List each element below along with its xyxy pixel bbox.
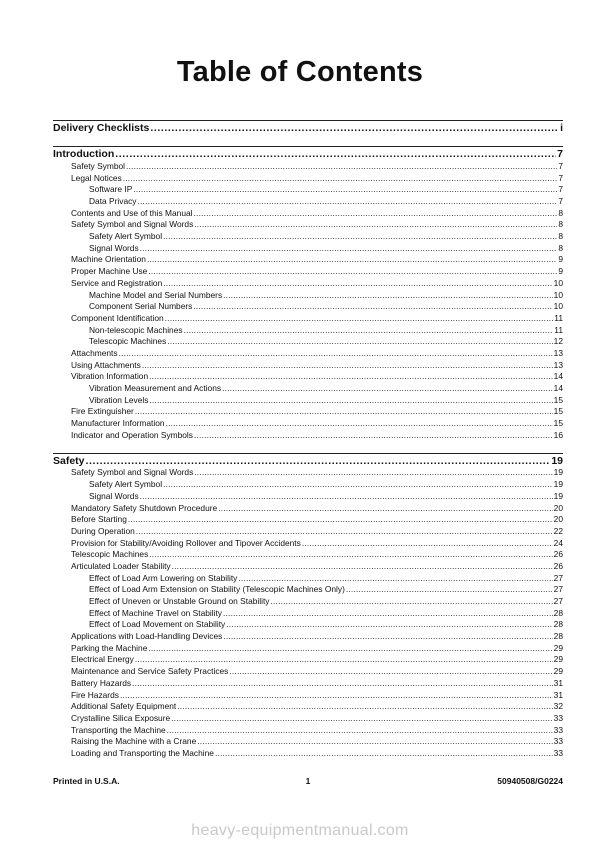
toc-page-number: 13 bbox=[553, 347, 563, 358]
toc-entry-title: Parking the Machine bbox=[71, 642, 148, 653]
toc-entry-title: Vibration Information bbox=[71, 371, 149, 382]
toc-page-number: 7 bbox=[558, 160, 563, 171]
toc-page-number: 27 bbox=[553, 572, 563, 583]
toc-entry-title: Fire Hazards bbox=[71, 689, 119, 700]
dot-leader bbox=[147, 254, 557, 266]
toc-entry-title: Effect of Machine Travel on Stability bbox=[89, 607, 222, 618]
toc-entry-title: Electrical Energy bbox=[71, 654, 134, 665]
toc-page-number: 12 bbox=[553, 336, 563, 347]
dot-leader bbox=[132, 678, 553, 690]
toc-entry[interactable] bbox=[53, 549, 563, 561]
toc-page-number: 22 bbox=[553, 525, 563, 536]
footer-printed-in: Printed in U.S.A. bbox=[53, 776, 120, 786]
toc-entry[interactable] bbox=[53, 538, 563, 550]
toc-page-number: 29 bbox=[553, 642, 563, 653]
dot-leader bbox=[163, 231, 557, 243]
toc-entry-title: Safety Alert Symbol bbox=[89, 231, 163, 242]
toc-page-number: 32 bbox=[553, 701, 563, 712]
toc-section[interactable] bbox=[53, 121, 563, 135]
toc-entry-title: Using Attachments bbox=[71, 359, 141, 370]
toc-entry-title: Service and Registration bbox=[71, 277, 163, 288]
toc-page-number: 28 bbox=[553, 619, 563, 630]
toc-page-number: 9 bbox=[558, 266, 563, 277]
toc-entry[interactable] bbox=[53, 360, 563, 372]
toc-entry-title: Applications with Load-Handling Devices bbox=[71, 631, 223, 642]
dot-leader bbox=[223, 631, 552, 643]
toc-entry-title: Effect of Load Arm Lowering on Stability bbox=[89, 572, 238, 583]
toc-page-number: 8 bbox=[558, 231, 563, 242]
toc-entry-title: Effect of Load Movement on Stability bbox=[89, 619, 226, 630]
dot-leader bbox=[115, 147, 556, 161]
toc-page-number: 16 bbox=[553, 429, 563, 440]
toc-entry-title: Telescopic Machines bbox=[71, 549, 149, 560]
dot-leader bbox=[270, 596, 552, 608]
toc-entry[interactable] bbox=[53, 371, 563, 383]
toc-page-number: 7 bbox=[558, 196, 563, 207]
dot-leader bbox=[167, 336, 552, 348]
toc-entry-title: Before Starting bbox=[71, 514, 127, 525]
footer-page-number: 1 bbox=[305, 776, 311, 786]
toc-page-number: 20 bbox=[553, 514, 563, 525]
toc-page-number: 33 bbox=[553, 712, 563, 723]
toc-page-number: 29 bbox=[553, 654, 563, 665]
section-spacer bbox=[53, 135, 563, 146]
dot-leader bbox=[149, 549, 552, 561]
toc-entry[interactable] bbox=[53, 479, 563, 491]
toc-entry-title: Contents and Use of this Manual bbox=[71, 207, 193, 218]
toc-page-number: 29 bbox=[553, 666, 563, 677]
dot-leader bbox=[222, 383, 553, 395]
toc-page-number: i bbox=[560, 122, 563, 134]
toc-entry-title: Raising the Machine with a Crane bbox=[71, 736, 197, 747]
toc-entry-title: Non-telescopic Machines bbox=[89, 324, 183, 335]
toc-entry[interactable] bbox=[53, 748, 563, 760]
toc-entry[interactable] bbox=[53, 231, 563, 243]
dot-leader bbox=[149, 371, 553, 383]
toc-entry[interactable] bbox=[53, 348, 563, 360]
dot-leader bbox=[193, 301, 552, 313]
toc-entry-title: Signal Words bbox=[89, 242, 139, 253]
toc-entry[interactable] bbox=[53, 491, 563, 503]
dot-leader bbox=[140, 491, 553, 503]
toc-entry-title: Proper Machine Use bbox=[71, 266, 148, 277]
watermark: heavy-equipmentmanual.com bbox=[191, 822, 409, 839]
dot-leader bbox=[194, 219, 557, 231]
dot-leader bbox=[166, 418, 553, 430]
toc-page-number: 11 bbox=[554, 324, 563, 335]
dot-leader bbox=[128, 514, 553, 526]
toc-section-title: Delivery Checklists bbox=[53, 122, 150, 134]
toc-entry[interactable] bbox=[53, 219, 563, 231]
toc-entry[interactable] bbox=[53, 243, 563, 255]
toc-entry-title: Mandatory Safety Shutdown Procedure bbox=[71, 502, 218, 513]
dot-leader bbox=[148, 643, 552, 655]
toc-page-number: 8 bbox=[558, 242, 563, 253]
toc-entry[interactable] bbox=[53, 395, 563, 407]
toc-entry-title: Machine Model and Serial Numbers bbox=[89, 289, 223, 300]
dot-leader bbox=[194, 467, 552, 479]
toc-page-number: 15 bbox=[553, 406, 563, 417]
toc-page-number: 26 bbox=[553, 549, 563, 560]
toc-entry[interactable] bbox=[53, 666, 563, 678]
toc-entry-title: Effect of Load Arm Extension on Stability (Telescopic Machines Only) bbox=[89, 584, 345, 595]
toc-entry[interactable] bbox=[53, 406, 563, 418]
dot-leader bbox=[150, 121, 559, 135]
toc-entry-title: Safety Symbol and Signal Words bbox=[71, 219, 194, 230]
toc-entry[interactable] bbox=[53, 313, 563, 325]
dot-leader bbox=[137, 196, 557, 208]
toc-page-number: 19 bbox=[553, 479, 563, 490]
dot-leader bbox=[346, 584, 553, 596]
toc-entry-title: Provision for Stability/Avoiding Rollover and Tipover Accidents bbox=[71, 537, 301, 548]
dot-leader bbox=[197, 736, 552, 748]
dot-leader bbox=[215, 748, 553, 760]
toc-entry-title: Data Privacy bbox=[89, 196, 137, 207]
footer-document-number: 50940508/G0224 bbox=[497, 776, 563, 786]
toc-entry[interactable] bbox=[53, 655, 563, 667]
dot-leader bbox=[218, 503, 552, 515]
toc-entry-title: Manufacturer Information bbox=[71, 418, 165, 429]
toc-entry-title: Safety Symbol and Signal Words bbox=[71, 467, 194, 478]
toc-section[interactable] bbox=[53, 147, 563, 161]
toc-entry[interactable] bbox=[53, 266, 563, 278]
toc-page-number: 11 bbox=[554, 312, 563, 323]
toc-entry[interactable] bbox=[53, 430, 563, 442]
dot-leader bbox=[120, 690, 553, 702]
toc-entry[interactable] bbox=[53, 678, 563, 690]
dot-leader bbox=[163, 479, 553, 491]
dot-leader bbox=[165, 313, 554, 325]
toc-section-title: Introduction bbox=[53, 148, 115, 160]
toc-entry[interactable] bbox=[53, 561, 563, 573]
toc-page-number: 33 bbox=[553, 747, 563, 758]
toc-page-number: 19 bbox=[551, 454, 563, 467]
toc-entry-title: Component Serial Numbers bbox=[89, 301, 193, 312]
toc-entry-title: Loading and Transporting the Machine bbox=[71, 747, 214, 758]
toc-entry-title: Crystalline Silica Exposure bbox=[71, 712, 171, 723]
toc-page-number: 13 bbox=[553, 359, 563, 370]
toc-entry[interactable] bbox=[53, 573, 563, 585]
toc-entry-title: Fire Extinguisher bbox=[71, 406, 134, 417]
dot-leader bbox=[223, 608, 553, 620]
toc-entry[interactable] bbox=[53, 278, 563, 290]
dot-leader bbox=[194, 430, 553, 442]
toc-entry-title: Transporting the Machine bbox=[71, 724, 166, 735]
toc-page-number: 24 bbox=[553, 537, 563, 548]
table-of-contents bbox=[53, 120, 563, 760]
dot-leader bbox=[223, 290, 553, 302]
toc-page-number: 15 bbox=[553, 394, 563, 405]
toc-page-number: 20 bbox=[553, 502, 563, 513]
toc-entry-title: Articulated Loader Stability bbox=[71, 560, 171, 571]
section-spacer bbox=[53, 442, 563, 453]
toc-entry[interactable] bbox=[53, 690, 563, 702]
toc-page-number: 27 bbox=[553, 584, 563, 595]
dot-leader bbox=[163, 278, 552, 290]
toc-page-number: 28 bbox=[553, 631, 563, 642]
dot-leader bbox=[177, 701, 552, 713]
toc-entry[interactable] bbox=[53, 184, 563, 196]
toc-page-number: 28 bbox=[553, 607, 563, 618]
dot-leader bbox=[229, 666, 552, 678]
toc-page-number: 19 bbox=[553, 467, 563, 478]
dot-leader bbox=[149, 395, 552, 407]
dot-leader bbox=[142, 360, 553, 372]
toc-entry-title: Machine Orientation bbox=[71, 254, 146, 265]
toc-entry[interactable] bbox=[53, 418, 563, 430]
dot-leader bbox=[136, 526, 553, 538]
page-footer bbox=[53, 776, 563, 788]
toc-entry[interactable] bbox=[53, 325, 563, 337]
toc-entry-title: Attachments bbox=[71, 347, 118, 358]
toc-entry[interactable] bbox=[53, 196, 563, 208]
dot-leader bbox=[119, 348, 553, 360]
toc-page-number: 9 bbox=[558, 254, 563, 265]
toc-entry-title: Software IP bbox=[89, 184, 133, 195]
dot-leader bbox=[135, 654, 553, 666]
dot-leader bbox=[135, 406, 553, 418]
toc-entry[interactable] bbox=[53, 526, 563, 538]
toc-page-number: 33 bbox=[553, 724, 563, 735]
toc-entry-title: During Operation bbox=[71, 525, 135, 536]
toc-entry[interactable] bbox=[53, 290, 563, 302]
page-title: Table of Contents bbox=[176, 56, 424, 88]
toc-entry-title: Safety Symbol bbox=[71, 160, 125, 171]
toc-entry-title: Indicator and Operation Symbols bbox=[71, 429, 193, 440]
toc-entry[interactable] bbox=[53, 596, 563, 608]
toc-entry-title: Additional Safety Equipment bbox=[71, 701, 177, 712]
dot-leader bbox=[226, 619, 552, 631]
toc-page-number: 10 bbox=[553, 301, 563, 312]
toc-entry[interactable] bbox=[53, 584, 563, 596]
toc-page-number: 19 bbox=[553, 490, 563, 501]
dot-leader bbox=[148, 266, 557, 278]
toc-entry[interactable] bbox=[53, 514, 563, 526]
toc-entry[interactable] bbox=[53, 713, 563, 725]
toc-entry-title: Safety Alert Symbol bbox=[89, 479, 163, 490]
toc-page-number: 15 bbox=[553, 418, 563, 429]
toc-entry[interactable] bbox=[53, 383, 563, 395]
dot-leader bbox=[86, 454, 551, 468]
dot-leader bbox=[167, 725, 553, 737]
toc-entry-title: Component Identification bbox=[71, 312, 164, 323]
toc-entry-title: Vibration Levels bbox=[89, 394, 149, 405]
dot-leader bbox=[172, 561, 553, 573]
toc-entry[interactable] bbox=[53, 503, 563, 515]
toc-page-number: 33 bbox=[553, 736, 563, 747]
toc-entry-title: Telescopic Machines bbox=[89, 336, 167, 347]
toc-entry[interactable] bbox=[53, 725, 563, 737]
toc-entry[interactable] bbox=[53, 255, 563, 267]
toc-entry-title: Maintenance and Service Safety Practices bbox=[71, 666, 229, 677]
toc-entry[interactable] bbox=[53, 301, 563, 313]
toc-entry[interactable] bbox=[53, 468, 563, 480]
dot-leader bbox=[123, 173, 558, 185]
toc-page-number: 26 bbox=[553, 560, 563, 571]
dot-leader bbox=[126, 161, 557, 173]
toc-entry-title: Effect of Uneven or Unstable Ground on Stability bbox=[89, 596, 270, 607]
toc-page-number: 14 bbox=[553, 383, 563, 394]
toc-page-number: 31 bbox=[553, 689, 563, 700]
toc-page-number: 31 bbox=[553, 677, 563, 688]
toc-entry[interactable] bbox=[53, 701, 563, 713]
toc-entry[interactable] bbox=[53, 619, 563, 631]
toc-entry[interactable] bbox=[53, 336, 563, 348]
toc-entry[interactable] bbox=[53, 208, 563, 220]
toc-page-number: 10 bbox=[553, 277, 563, 288]
dot-leader bbox=[171, 713, 553, 725]
dot-leader bbox=[140, 243, 558, 255]
toc-entry[interactable] bbox=[53, 173, 563, 185]
toc-entry-title: Vibration Measurement and Actions bbox=[89, 383, 222, 394]
dot-leader bbox=[194, 208, 558, 220]
toc-page-number: 7 bbox=[558, 172, 563, 183]
toc-page-number: 7 bbox=[557, 148, 563, 160]
toc-entry[interactable] bbox=[53, 631, 563, 643]
toc-section[interactable] bbox=[53, 454, 563, 468]
toc-entry[interactable] bbox=[53, 608, 563, 620]
dot-leader bbox=[302, 538, 553, 550]
toc-entry-title: Signal Words bbox=[89, 490, 139, 501]
toc-entry[interactable] bbox=[53, 643, 563, 655]
toc-section-title: Safety bbox=[53, 454, 85, 467]
toc-page-number: 10 bbox=[553, 289, 563, 300]
toc-page-number: 8 bbox=[558, 219, 563, 230]
toc-page-number: 27 bbox=[553, 596, 563, 607]
toc-page-number: 7 bbox=[558, 184, 563, 195]
toc-page-number: 8 bbox=[558, 207, 563, 218]
toc-entry-title: Legal Notices bbox=[71, 172, 122, 183]
toc-entry[interactable] bbox=[53, 736, 563, 748]
dot-leader bbox=[133, 184, 557, 196]
dot-leader bbox=[184, 325, 554, 337]
dot-leader bbox=[238, 573, 552, 585]
toc-entry[interactable] bbox=[53, 161, 563, 173]
toc-page-number: 14 bbox=[553, 371, 563, 382]
toc-entry-title: Battery Hazards bbox=[71, 677, 132, 688]
